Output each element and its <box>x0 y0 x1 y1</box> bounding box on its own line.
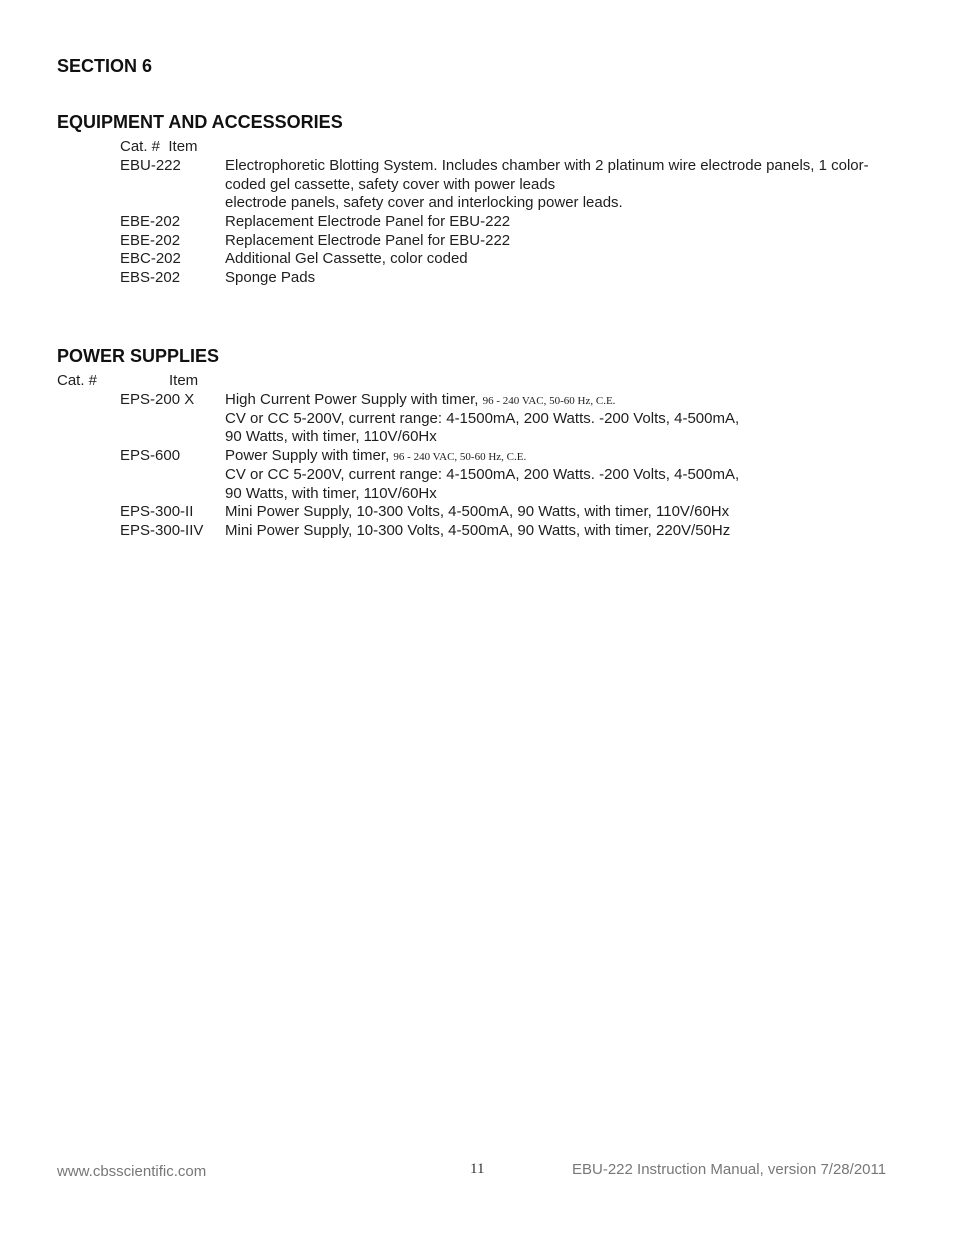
page-number: 11 <box>470 1161 485 1177</box>
power-desc-text: High Current Power Supply with timer, <box>225 391 483 408</box>
equipment-desc-line: Replacement Electrode Panel for EBU-222 <box>225 232 511 249</box>
equipment-desc-line: coded gel cassette, safety cover with power leads <box>225 176 556 193</box>
equipment-col-header <box>120 138 198 156</box>
power-spec-note: 96 - 240 VAC, 50-60 Hz, C.E. <box>393 451 527 463</box>
equipment-cat-ebe-202: EBE-202 <box>120 213 181 230</box>
equipment-cat-ebc-202: EBC-202 <box>120 250 181 267</box>
equipment-cat-ebe-202: EBE-202 <box>120 232 181 249</box>
power-desc-line <box>225 391 615 410</box>
equipment-desc-line: Additional Gel Cassette, color coded <box>225 250 468 267</box>
power-cat-eps-200x: EPS-200 X <box>120 391 195 408</box>
power-desc-line: Mini Power Supply, 10-300 Volts, 4-500mA, 90 Watts, with timer, 110V/60Hx <box>225 503 730 520</box>
power-desc-line: CV or CC 5-200V, current range: 4-1500mA, 200 Watts. -200 Volts, 4-500mA, <box>225 466 740 483</box>
section-title: SECTION 6 <box>57 56 153 76</box>
power-desc-line <box>225 447 526 466</box>
equipment-desc-line: Sponge Pads <box>225 269 316 286</box>
power-col-item: Item <box>169 372 199 389</box>
power-desc-line: CV or CC 5-200V, current range: 4-1500mA, 200 Watts. -200 Volts, 4-500mA, <box>225 410 740 427</box>
equipment-desc-line: electrode panels, safety cover and interlocking power leads. <box>225 194 623 211</box>
power-desc-line: 90 Watts, with timer, 110V/60Hx <box>225 428 437 445</box>
equipment-heading: EQUIPMENT AND ACCESSORIES <box>57 112 343 132</box>
equipment-cat-ebu-222: EBU-222 <box>120 157 181 174</box>
power-spec-note: 96 - 240 VAC, 50-60 Hz, C.E. <box>482 395 616 407</box>
power-desc-line: Mini Power Supply, 10-300 Volts, 4-500mA, 90 Watts, with timer, 220V/50Hz <box>225 522 731 539</box>
power-desc-line: 90 Watts, with timer, 110V/60Hx <box>225 485 437 502</box>
equipment-cat-ebs-202: EBS-202 <box>120 269 181 286</box>
power-heading: POWER SUPPLIES <box>57 346 220 366</box>
equipment-desc-line: Electrophoretic Blotting System. Includes chamber with 2 platinum wire electrode panels, 1 color- <box>225 157 869 174</box>
equipment-col-cat: Cat. # <box>120 138 161 155</box>
power-cat-eps-300-ii: EPS-300-II <box>120 503 194 520</box>
footer-manual-version: EBU-222 Instruction Manual, version 7/28/2011 <box>572 1161 887 1178</box>
power-cat-eps-300-iiv: EPS-300-IIV <box>120 522 204 539</box>
power-col-cat: Cat. # <box>57 372 98 389</box>
equipment-col-item: Item <box>168 138 198 155</box>
power-desc-text: Power Supply with timer, <box>225 447 394 464</box>
equipment-desc-line: Replacement Electrode Panel for EBU-222 <box>225 213 511 230</box>
power-cat-eps-600: EPS-600 <box>120 447 181 464</box>
footer-website: www.cbsscientific.com <box>57 1163 207 1180</box>
